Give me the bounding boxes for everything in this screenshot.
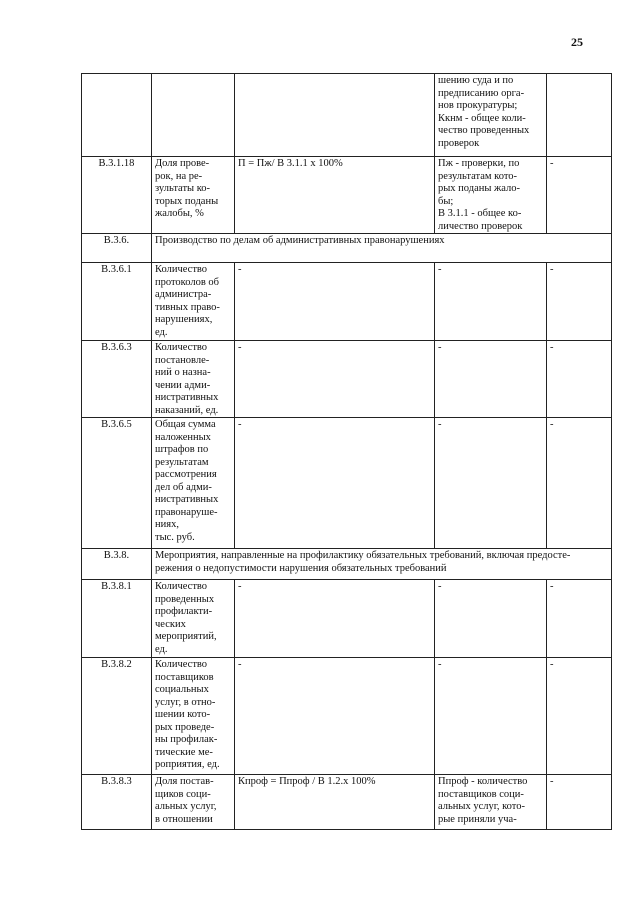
row-legend: - (435, 418, 547, 549)
table-row (82, 74, 612, 157)
row-legend: шению суда и по предписанию орга- нов прокуратуры; Ккнм - общее коли- чество проведенных проверок (435, 74, 547, 157)
row-code: В.3.8.2 (82, 658, 152, 775)
row-code (82, 74, 152, 157)
row-legend: - (435, 341, 547, 418)
row-source: - (547, 418, 612, 549)
row-formula: П = Пж/ В 3.1.1 х 100% (235, 157, 435, 234)
row-formula: - (235, 418, 435, 549)
row-formula: - (235, 341, 435, 418)
row-legend: - (435, 658, 547, 775)
row-legend: - (435, 580, 547, 658)
section-title: Мероприятия, направленные на профилактику обязательных требований, включая предосте- режения о недопустимости нарушения обязательных требований (152, 549, 612, 580)
row-legend: Пж - проверки, по результатам кото- рых поданы жало- бы; В 3.1.1 - общее ко- личество проверок (435, 157, 547, 234)
row-formula: - (235, 263, 435, 341)
table-row (82, 157, 612, 234)
row-code: В.3.6.3 (82, 341, 152, 418)
section-row (82, 549, 612, 580)
row-code: В.3.1.18 (82, 157, 152, 234)
indicators-table (81, 73, 612, 830)
table-row (82, 775, 612, 830)
table-row (82, 580, 612, 658)
row-source: - (547, 580, 612, 658)
row-source: - (547, 341, 612, 418)
row-indicator-name: Доля прове- рок, на ре- зультаты ко- торых поданы жалобы, % (152, 157, 235, 234)
row-source: - (547, 263, 612, 341)
row-legend: Ппроф - количество поставщиков соци- альных услуг, кото- рые приняли уча- (435, 775, 547, 830)
row-code: В.3.6.5 (82, 418, 152, 549)
row-legend: - (435, 263, 547, 341)
row-indicator-name: Количество постановле- ний о назна- чении адми- нистративных наказаний, ед. (152, 341, 235, 418)
row-code: В.3.6.1 (82, 263, 152, 341)
section-row (82, 234, 612, 263)
row-indicator-name: Количество проведенных профилакти- ческих мероприятий, ед. (152, 580, 235, 658)
row-indicator-name: Количество поставщиков социальных услуг, в отно- шении кото- рых проведе- ны профилак- тические ме- роприятия, ед. (152, 658, 235, 775)
table-row (82, 263, 612, 341)
row-indicator-name: Количество протоколов об администра- тивных право- нарушениях, ед. (152, 263, 235, 341)
section-code: В.3.6. (82, 234, 152, 263)
table-row (82, 658, 612, 775)
table-row (82, 341, 612, 418)
row-indicator-name (152, 74, 235, 157)
page-number: 25 (571, 35, 583, 49)
row-source: - (547, 775, 612, 830)
row-formula: - (235, 658, 435, 775)
row-formula: - (235, 580, 435, 658)
row-source (547, 74, 612, 157)
section-code: В.3.8. (82, 549, 152, 580)
row-code: В.3.8.1 (82, 580, 152, 658)
row-code: В.3.8.3 (82, 775, 152, 830)
section-title: Производство по делам об административных правонарушениях (152, 234, 612, 263)
row-source: - (547, 157, 612, 234)
row-indicator-name: Доля постав- щиков соци- альных услуг, в отношении (152, 775, 235, 830)
row-formula (235, 74, 435, 157)
table-row (82, 418, 612, 549)
row-indicator-name: Общая сумма наложенных штрафов по результатам рассмотрения дел об адми- нистративных правонаруше- ниях, тыс. руб. (152, 418, 235, 549)
row-source: - (547, 658, 612, 775)
row-formula: Кпроф = Ппроф / В 1.2.х 100% (235, 775, 435, 830)
